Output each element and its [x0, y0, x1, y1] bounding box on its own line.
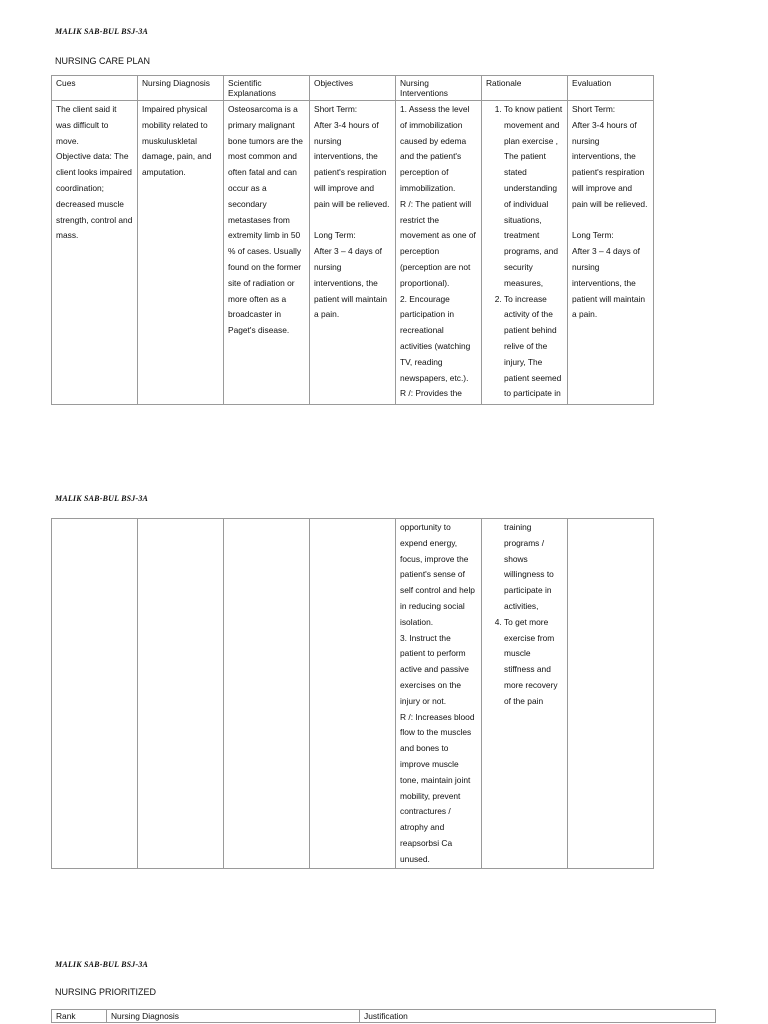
- cues-cell: [52, 519, 138, 869]
- explanation-cell: Osteosarcoma is a primary malignant bone tumors are the most common and often fatal and can occur as a secondary metastases from extremity limb in 50 % of cases. Usually found on the former site of radiation or more often as a broadcaster in Paget's disease.: [224, 101, 310, 405]
- intervention-line: 2. Encourage participation in recreational activities (watching TV, reading newspapers, etc.).: [400, 293, 473, 383]
- interventions-cell: [396, 101, 482, 405]
- cues-cell: [52, 101, 138, 405]
- evaluation-line: After 3 – 4 days of nursing interventions, the patient will maintain a pain.: [572, 246, 648, 320]
- intervention-line: 3. Instruct the patient to perform active and passive exercises on the injury or not.: [400, 632, 472, 706]
- column-header: Rationale: [482, 76, 568, 101]
- prioritized-title: NURSING PRIORITIZED: [55, 987, 157, 997]
- diagnosis-cell: [138, 519, 224, 869]
- evaluation-line: Short Term:: [572, 104, 616, 114]
- intervention-line: 1. Assess the level of immobilization caused by edema and the patient's perception of immobilization.: [400, 104, 472, 193]
- objective-line: After 3-4 hours of nursing interventions, the patient's respiration will improve and pain will be relieved.: [314, 119, 390, 209]
- objective-line: Short Term:: [314, 104, 358, 114]
- intervention-line: opportunity to expend energy, focus, improve the patient's sense of self control and help in reducing social isolation.: [400, 522, 478, 627]
- intervention-line: R /: The patient will restrict the movement as one of perception (perception are not proportional).: [400, 198, 479, 288]
- explanation-cell: [224, 519, 310, 869]
- objectives-cell: [310, 101, 396, 405]
- intervention-line: R /: Provides the: [400, 388, 462, 399]
- objective-line: After 3 – 4 days of nursing interventions, the patient will maintain a pain.: [314, 246, 390, 320]
- page-header-name: MALIK SAB-BUL BSJ-3A: [55, 27, 149, 36]
- rationale-cell: [482, 519, 568, 869]
- intervention-line: R /: Increases blood flow to the muscles and bones to improve muscle tone, maintain joint mobility, prevent contractures / atrophy and reapsorbsi Ca unused.: [400, 711, 477, 864]
- cue-objective: Objective data: The client looks impaired coordination; decreased muscle strength, control and mass.: [56, 151, 135, 241]
- page-header-name: MALIK SAB-BUL BSJ-3A: [55, 960, 149, 969]
- interventions-cell: [396, 519, 482, 869]
- column-header: Objectives: [310, 76, 396, 101]
- column-header: Cues: [52, 76, 138, 101]
- column-header: Scientific Explanations: [224, 76, 310, 101]
- table-row: [52, 519, 654, 869]
- page-title: NURSING CARE PLAN: [55, 56, 151, 66]
- column-header: Rank: [52, 1010, 107, 1023]
- rationale-continued: training programs / shows willingness to participate in activities,: [504, 522, 554, 611]
- rationale-item: 4. To get more exercise from muscle stiffness and more recovery of the pain: [504, 615, 563, 710]
- prioritized-table: [51, 1009, 716, 1023]
- rationale-item: 1. To know patient movement and plan exercise , The patient stated understanding of individual situations, treatment programs, and security measures,: [504, 102, 563, 292]
- table-header-row: [52, 1010, 716, 1023]
- rationale-list: [486, 520, 563, 710]
- evaluation-cell: [568, 101, 654, 405]
- page-header-name: MALIK SAB-BUL BSJ-3A: [55, 494, 149, 503]
- objective-line: Long Term:: [314, 230, 356, 241]
- evaluation-line: Long Term:: [572, 230, 614, 241]
- column-header: Nursing Interventions: [396, 76, 482, 101]
- column-header: Justification: [360, 1010, 716, 1023]
- evaluation-line: After 3-4 hours of nursing interventions, the patient's respiration will improve and pain will be relieved.: [572, 119, 648, 209]
- table-row: [52, 101, 654, 405]
- evaluation-line: [572, 213, 649, 229]
- rationale-cell: [482, 101, 568, 405]
- column-header: Nursing Diagnosis: [107, 1010, 360, 1023]
- objective-line: [314, 213, 391, 229]
- rationale-list: [486, 102, 563, 402]
- evaluation-cell: [568, 519, 654, 869]
- care-plan-table-continued: [51, 518, 654, 869]
- column-header: Evaluation: [568, 76, 654, 101]
- objectives-cell: [310, 519, 396, 869]
- cue-subjective: The client said it was difficult to move.: [56, 104, 119, 146]
- rationale-item: 2. To increase activity of the patient behind relive of the injury, The patient seemed to participate in: [504, 292, 563, 403]
- diagnosis-cell: Impaired physical mobility related to muskuluskletal damage, pain, and amputation.: [138, 101, 224, 405]
- column-header: Nursing Diagnosis: [138, 76, 224, 101]
- care-plan-table: [51, 75, 654, 405]
- table-header-row: [52, 76, 654, 101]
